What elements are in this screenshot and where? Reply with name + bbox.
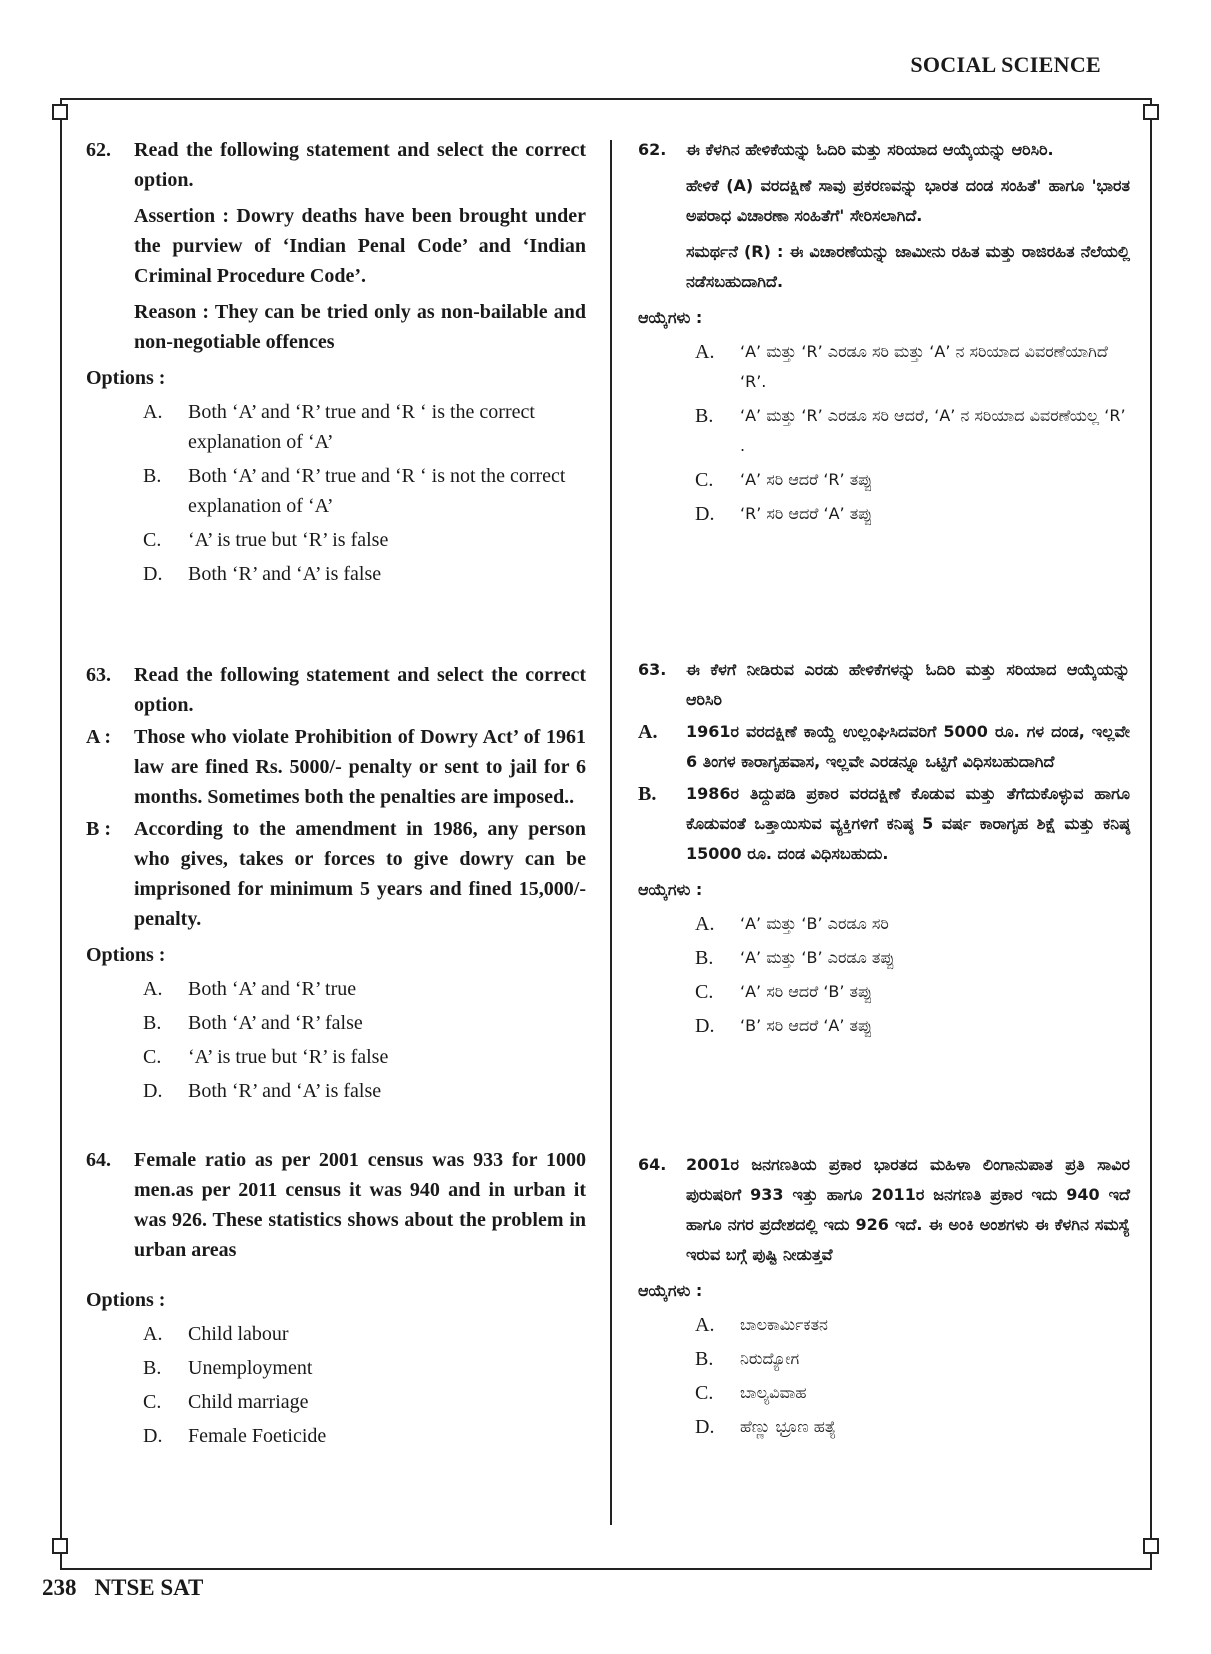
book-title: NTSE SAT: [94, 1575, 204, 1600]
question-text: 2001ರ ಜನಗಣತಿಯ ಪ್ರಕಾರ ಭಾರತದ ಮಹಿಳಾ ಲಿಂಗಾನುಪಾತ ಪ್ರತಿ ಸಾವಿರ ಪುರುಷರಿಗೆ 933 ಇತ್ತು ಹಾಗೂ 2011ರ ಜನಗಣತಿ ಪ್ರಕಾರ ಇದು 940 ಇದೆ ಹಾಗೂ ನಗರ ಪ್ರದೇಶದಲ್ಲಿ ಇದು 926 ಇದೆ. ಈ ಅಂಕಿ ಅಂಶಗಳು ಈ ಕೆಳಗಿನ ಸಮಸ್ಯೆ ಇರುವ ಬಗ್ಗೆ ಪುಷ್ಟಿ ನೀಡುತ್ತವೆ: [686, 1155, 1130, 1264]
page-number: 238: [42, 1575, 77, 1600]
option: [695, 499, 1130, 529]
option-letter: C.: [695, 469, 714, 491]
question-62-kn: [638, 135, 1130, 529]
option-text: Both ‘A’ and ‘R’ true and ‘R ‘ is the correct explanation of ‘A’: [188, 401, 535, 453]
option: [143, 1042, 586, 1072]
option-letter: D.: [695, 503, 715, 525]
option-text: Female Foeticide: [188, 1425, 327, 1447]
option: [695, 943, 1130, 973]
option-text: Child marriage: [188, 1391, 309, 1413]
option-letter: B.: [695, 947, 714, 969]
option: [143, 974, 586, 1004]
assertion-text: ಹೇಳಿಕೆ (A) ವರದಕ್ಷಿಣೆ ಸಾವು ಪ್ರಕರಣವನ್ನು ಭಾರತ ದಂಡ ಸಂಹಿತೆ' ಹಾಗೂ 'ಭಾರತ ಅಪರಾಧ ವಿಚಾರಣಾ ಸಂಹಿತೆಗೆ' ಸೇರಿಸಲಾಗಿದೆ.: [686, 176, 1130, 225]
option-text: ‘A’ ಸರಿ ಆದರೆ ‘B’ ತಪ್ಪು: [740, 982, 873, 1001]
option-letter: C.: [695, 981, 714, 1003]
statement-text: 1961ರ ವರದಕ್ಷಿಣೆ ಕಾಯ್ದೆ ಉಲ್ಲಂಘಿಸಿದವರಿಗೆ 5000 ರೂ. ಗಳ ದಂಡ, ಇಲ್ಲವೇ 6 ತಿಂಗಳ ಕಾರಾಗೃಹವಾಸ, ಇಲ್ಲವೇ ಎರಡನ್ನೂ ಒಟ್ಟಿಗೆ ವಿಧಿಸಬಹುದಾಗಿದೆ: [686, 722, 1130, 771]
option: [695, 1378, 1130, 1408]
option-letter: B.: [143, 465, 162, 487]
options-title: ಆಯ್ಕೆಗಳು :: [638, 1281, 703, 1300]
statement-text: 1986ರ ತಿದ್ದುಪಡಿ ಪ್ರಕಾರ ವರದಕ್ಷಿಣೆ ಕೊಡುವ ಮತ್ತು ತೆಗೆದುಕೊಳ್ಳುವ ಹಾಗೂ ಕೊಡುವಂತೆ ಒತ್ತಾಯಿಸುವ ವ್ಯಕ್ತಿಗಳಿಗೆ ಕನಿಷ್ಠ 5 ವರ್ಷ ಕಾರಾಗೃಹ ಶಿಕ್ಷೆ ಮತ್ತು ಕನಿಷ್ಠ 15000 ರೂ. ದಂಡ ವಿಧಿಸಬಹುದು.: [686, 784, 1130, 863]
option-letter: D.: [143, 563, 163, 585]
option-letter: A.: [695, 341, 715, 363]
option-text: Both ‘R’ and ‘A’ is false: [188, 1080, 382, 1102]
question-number: 63.: [86, 664, 111, 686]
option-letter: C.: [143, 1046, 162, 1068]
option: [695, 337, 1130, 397]
statement-label: B :: [86, 818, 111, 840]
option-letter: D.: [143, 1425, 163, 1447]
option: [143, 397, 586, 457]
statement-text: According to the amendment in 1986, any person who gives, takes or forces to give dowry can be imprisoned for minimum 5 years and fined 15,000/- penalty.: [134, 818, 586, 930]
option-letter: B.: [695, 405, 714, 427]
statement-a: [638, 717, 1130, 777]
question-63-en: [86, 660, 586, 1106]
column-divider: [610, 140, 612, 1525]
option-letter: B.: [143, 1012, 162, 1034]
option: [695, 1344, 1130, 1374]
options-title: ಆಯ್ಕೆಗಳು :: [638, 880, 703, 899]
options-title: ಆಯ್ಕೆಗಳು :: [638, 308, 703, 327]
option: [143, 1421, 586, 1451]
options-title: Options :: [86, 1289, 166, 1311]
option-letter: A.: [143, 1323, 163, 1345]
option: [143, 525, 586, 555]
option-letter: C.: [143, 1391, 162, 1413]
statement-a: [86, 722, 586, 812]
statement-label: A.: [638, 721, 658, 743]
option: [695, 1310, 1130, 1340]
options-title: Options :: [86, 367, 166, 389]
options-title: Options :: [86, 944, 166, 966]
question-text: Female ratio as per 2001 census was 933 for 1000 men.as per 2011 census it was 940 and in urban it was 926. These statistics shows about the problem in urban areas: [134, 1149, 586, 1261]
question-number: 64.: [86, 1149, 111, 1171]
option: [695, 1412, 1130, 1442]
option: [695, 401, 1130, 461]
option-text: ಬಾಲ್ಯವಿವಾಹ: [740, 1383, 807, 1402]
assertion-text: Assertion : Dowry deaths have been brought under the purview of ‘Indian Penal Code’ and ‘Indian Criminal Procedure Code’.: [134, 205, 586, 287]
option-letter: A.: [143, 978, 163, 1000]
option: [143, 461, 586, 521]
question-text: Read the following statement and select the correct option.: [134, 139, 586, 191]
option-text: Both ‘A’ and ‘R’ false: [188, 1012, 363, 1034]
corner-ornament: [1143, 104, 1159, 120]
corner-ornament: [52, 1538, 68, 1554]
option-text: ಬಾಲಕಾರ್ಮಿಕತನ: [740, 1315, 828, 1334]
option-text: ‘A’ ಮತ್ತು ‘R’ ಎರಡೂ ಸರಿ ಮತ್ತು ‘A’ ನ ಸರಿಯಾದ ವಿವರಣೆಯಾಗಿದೆ ‘R’.: [740, 342, 1108, 391]
option-letter: A.: [143, 401, 163, 423]
question-63-kn: [638, 655, 1130, 1041]
option-text: ‘A’ ಮತ್ತು ‘R’ ಎರಡೂ ಸರಿ ಆದರೆ, ‘A’ ನ ಸರಿಯಾದ ವಿವರಣೆಯಲ್ಲ ‘R’ .: [740, 406, 1126, 455]
option: [143, 1387, 586, 1417]
option-text: Both ‘A’ and ‘R’ true: [188, 978, 357, 1000]
option: [695, 1011, 1130, 1041]
reason-text: Reason : They can be tried only as non-bailable and non-negotiable offences: [134, 301, 586, 353]
option-letter: C.: [695, 1382, 714, 1404]
option: [695, 909, 1130, 939]
subject-header: SOCIAL SCIENCE: [910, 52, 1101, 77]
option: [143, 1008, 586, 1038]
option-letter: B.: [143, 1357, 162, 1379]
option-letter: D.: [695, 1015, 715, 1037]
question-number: 62.: [86, 139, 111, 161]
statement-text: Those who violate Prohibition of Dowry Act’ of 1961 law are fined Rs. 5000/- penalty or sent to jail for 6 months. Sometimes both the penalties are imposed..: [134, 726, 586, 808]
option: [695, 977, 1130, 1007]
option-text: ‘R’ ಸರಿ ಆದರೆ ‘A’ ತಪ್ಪು: [740, 504, 873, 523]
option-letter: B.: [695, 1348, 714, 1370]
statement-b: [86, 814, 586, 934]
question-64-en: [86, 1145, 586, 1451]
statement-b: [638, 779, 1130, 869]
option-text: Child labour: [188, 1323, 289, 1345]
question-number: 63.: [638, 660, 667, 679]
option-letter: C.: [143, 529, 162, 551]
option-text: ‘B’ ಸರಿ ಆದರೆ ‘A’ ತಪ್ಪು: [740, 1016, 873, 1035]
option: [695, 465, 1130, 495]
option-text: ‘A’ is true but ‘R’ is false: [188, 529, 389, 551]
option-text: ನಿರುದ್ಯೋಗ: [740, 1349, 800, 1368]
option-letter: A.: [695, 1314, 715, 1336]
question-text: ಈ ಕೆಳಗಿನ ಹೇಳಿಕೆಯನ್ನು ಓದಿರಿ ಮತ್ತು ಸರಿಯಾದ ಆಯ್ಕೆಯನ್ನು ಆರಿಸಿರಿ.: [686, 140, 1054, 159]
option-text: ‘A’ ಮತ್ತು ‘B’ ಎರಡೂ ತಪ್ಪು: [740, 948, 895, 967]
option-text: ‘A’ ಸರಿ ಆದರೆ ‘R’ ತಪ್ಪು: [740, 470, 873, 489]
option-text: ‘A’ is true but ‘R’ is false: [188, 1046, 389, 1068]
option: [143, 1076, 586, 1106]
option-text: ‘A’ ಮತ್ತು ‘B’ ಎರಡೂ ಸರಿ: [740, 914, 889, 933]
option: [143, 559, 586, 589]
corner-ornament: [52, 104, 68, 120]
statement-label: A :: [86, 726, 111, 748]
question-62-en: [86, 135, 586, 589]
option: [143, 1353, 586, 1383]
option-letter: D.: [143, 1080, 163, 1102]
option-text: ಹೆಣ್ಣು ಭ್ರೂಣ ಹತ್ಯೆ: [740, 1417, 837, 1436]
question-number: 62.: [638, 140, 667, 159]
option: [143, 1319, 586, 1349]
statement-label: B.: [638, 783, 657, 805]
option-text: Unemployment: [188, 1357, 313, 1379]
option-letter: A.: [695, 913, 715, 935]
option-text: Both ‘R’ and ‘A’ is false: [188, 563, 382, 585]
option-text: Both ‘A’ and ‘R’ true and ‘R ‘ is not the correct explanation of ‘A’: [188, 465, 566, 517]
option-letter: D.: [695, 1416, 715, 1438]
question-text: ಈ ಕೆಳಗೆ ನೀಡಿರುವ ಎರಡು ಹೇಳಿಕೆಗಳನ್ನು ಓದಿರಿ ಮತ್ತು ಸರಿಯಾದ ಆಯ್ಕೆಯನ್ನು ಆರಿಸಿರಿ: [686, 660, 1130, 709]
question-text: Read the following statement and select the correct option.: [134, 664, 586, 716]
reason-text: ಸಮರ್ಥನೆ (R) : ಈ ವಿಚಾರಣೆಯನ್ನು ಜಾಮೀನು ರಹಿತ ಮತ್ತು ರಾಜಿರಹಿತ ನೆಲೆಯಲ್ಲಿ ನಡೆಸಬಹುದಾಗಿದೆ.: [686, 242, 1130, 291]
page-footer: [42, 1575, 221, 1601]
corner-ornament: [1143, 1538, 1159, 1554]
question-number: 64.: [638, 1155, 667, 1174]
question-64-kn: [638, 1150, 1130, 1442]
